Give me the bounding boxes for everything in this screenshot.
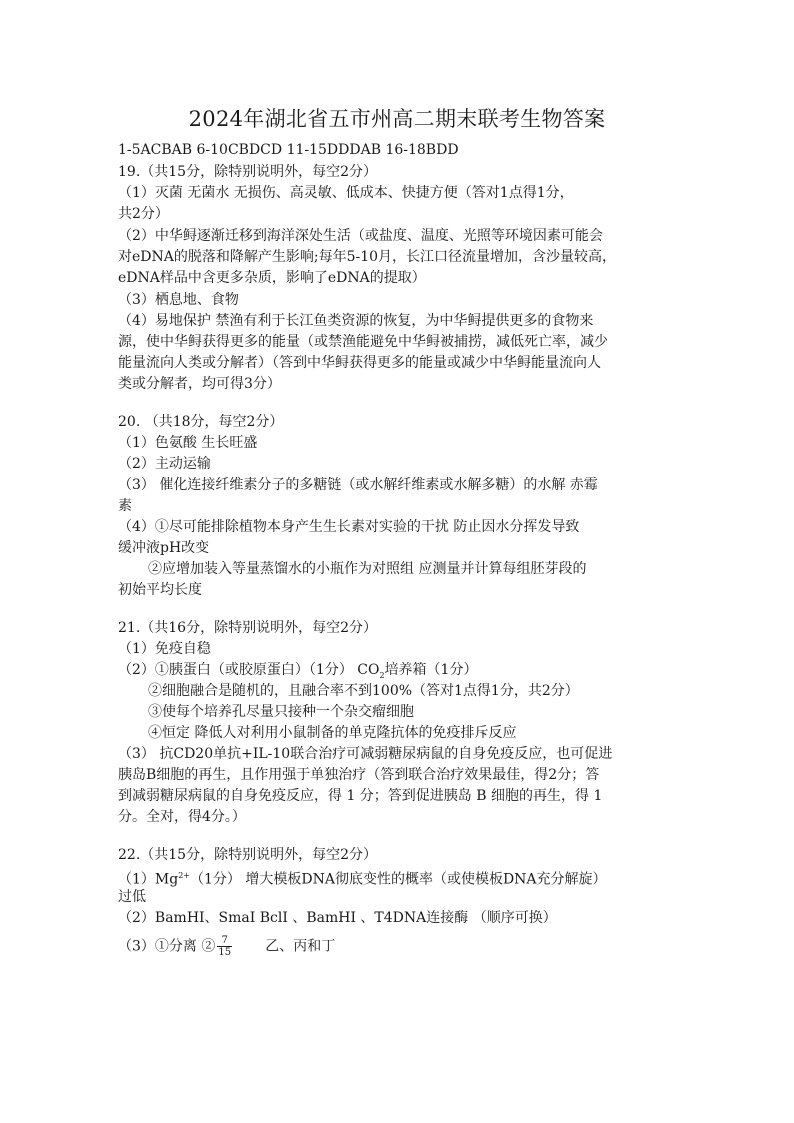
q19-answer-4-line-1: （4）易地保护 禁渔有利于长江鱼类资源的恢复，为中华鲟提供更多的食物来 — [118, 313, 594, 329]
fraction-denominator: 15 — [218, 947, 232, 958]
q21-answer-3-line-3: 到减弱糖尿病鼠的自身免疫反应，得 1 分；答到促进胰岛 B 细胞的再生，得 1 — [118, 788, 603, 804]
q19-answer-1-line-1: （1）灭菌 无菌水 无损伤、高灵敏、低成本、快捷方便（答对1点得1分， — [118, 185, 574, 201]
q19-answer-2-line-2: 对eDNA的脱落和降解产生影响;每年5-10月，长江口径流量增加，含沙量较高， — [118, 249, 617, 265]
q22-answer-3-prefix: （3）①分离 ② — [118, 938, 216, 955]
q22-answer-2: （2）BamHI、SmaI BclI 、BamHI 、T4DNA连接酶 （顺序可换） — [118, 910, 557, 926]
q19-answer-2-line-1: （2）中华鲟逐渐迁移到海洋深处生活（或盐度、温度、光照等环境因素可能会 — [118, 228, 603, 244]
q20-answer-4-line-2: 缓冲液pH改变 — [118, 540, 210, 556]
q22-answer-1-prefix: （1）Mg — [118, 871, 179, 888]
q20-answer-4-line-3: ②应增加装入等量蒸馏水的小瓶作为对照组 应测量并计算每组胚芽段的 — [148, 561, 587, 577]
q19-answer-2-line-3: eDNA样品中含更多杂质，影响了eDNA的提取） — [118, 270, 426, 286]
q20-answer-3-line-1: （3） 催化连接纤维素分子的多糖链（或水解纤维素或水解多糖）的水解 赤霉 — [118, 477, 598, 493]
q19-answer-1-line-2: 共2分） — [118, 206, 169, 222]
q20-answer-4-line-4: 初始平均长度 — [118, 582, 202, 598]
q19-answer-4-line-4: 类或分解者，均可得3分） — [118, 376, 281, 392]
q20-answer-4-line-1: （4）①尽可能排除植物本身产生生长素对实验的干扰 防止因水分挥发导致 — [118, 519, 580, 535]
q19-answer-3: （3）栖息地、食物 — [118, 292, 239, 308]
q21-answer-1: （1）免疫自稳 — [118, 641, 211, 657]
q22-answer-1-line-2: 过低 — [118, 889, 146, 905]
q19-answer-4-line-3: 能量流向人类或分解者）（答到中华鲟获得更多的能量或减少中华鲟能量流向人 — [118, 355, 601, 371]
q19-answer-4-line-2: 源，使中华鲟获得更多的能量（或禁渔能避免中华鲟被捕捞，减低死亡率，减少 — [118, 334, 608, 350]
choice-answers: 1-5ACBAB 6-10CBDCD 11-15DDDAB 16-18BDD — [118, 142, 459, 158]
q20-answer-3-line-2: 素 — [118, 498, 132, 514]
q21-answer-2-line-2: ②细胞融合是随机的，且融合率不到100%（答对1点得1分，共2分） — [148, 683, 579, 699]
q21-answer-2-line-3: ③使每个培养孔尽量只接种一个杂交瘤细胞 — [148, 704, 414, 720]
q20-answer-1: （1）色氨酸 生长旺盛 — [118, 435, 258, 451]
co2-subscript: 2 — [379, 670, 385, 680]
q22-answer-3 — [118, 935, 678, 958]
q20-header: 20. （共18分，每空2分） — [118, 414, 284, 430]
q21-answer-2-suffix: 培养箱（1分） — [384, 662, 478, 678]
mg-superscript: 2+ — [178, 871, 191, 880]
q22-answer-1-suffix: （1分） 增大模板DNA彻底变性的概率（或使模板DNA充分解旋） — [190, 871, 607, 888]
page-title: 2024年湖北省五市州高二期末联考生物答案 — [188, 107, 606, 131]
fraction-numerator: 7 — [217, 935, 232, 947]
q19-header: 19.（共15分，除特别说明外，每空2分） — [118, 164, 377, 180]
q21-answer-2-line-4: ④恒定 降低人对利用小鼠制备的单克隆抗体的免疫排斥反应 — [148, 725, 517, 741]
q22-answer-3-suffix: 乙、丙和丁 — [234, 938, 336, 955]
q21-answer-2-prefix: （2）①胰蛋白（或胶原蛋白）（1分） CO — [118, 662, 380, 678]
q21-answer-3-line-2: 胰岛B细胞的再生，且作用强于单独治疗（答到联合治疗效果最佳，得2分；答 — [118, 767, 600, 783]
q21-answer-3-line-1: （3） 抗CD20单抗+IL-10联合治疗可减弱糖尿病鼠的自身免疫反应，也可促进 — [118, 746, 613, 762]
q22-header: 22.（共15分，除特别说明外，每空2分） — [118, 847, 377, 863]
fraction — [217, 935, 232, 958]
q20-answer-2: （2）主动运输 — [118, 456, 211, 472]
q21-header: 21.（共16分，除特别说明外，每空2分） — [118, 620, 377, 636]
q21-answer-3-line-4: 分。全对，得4分。） — [118, 809, 246, 825]
